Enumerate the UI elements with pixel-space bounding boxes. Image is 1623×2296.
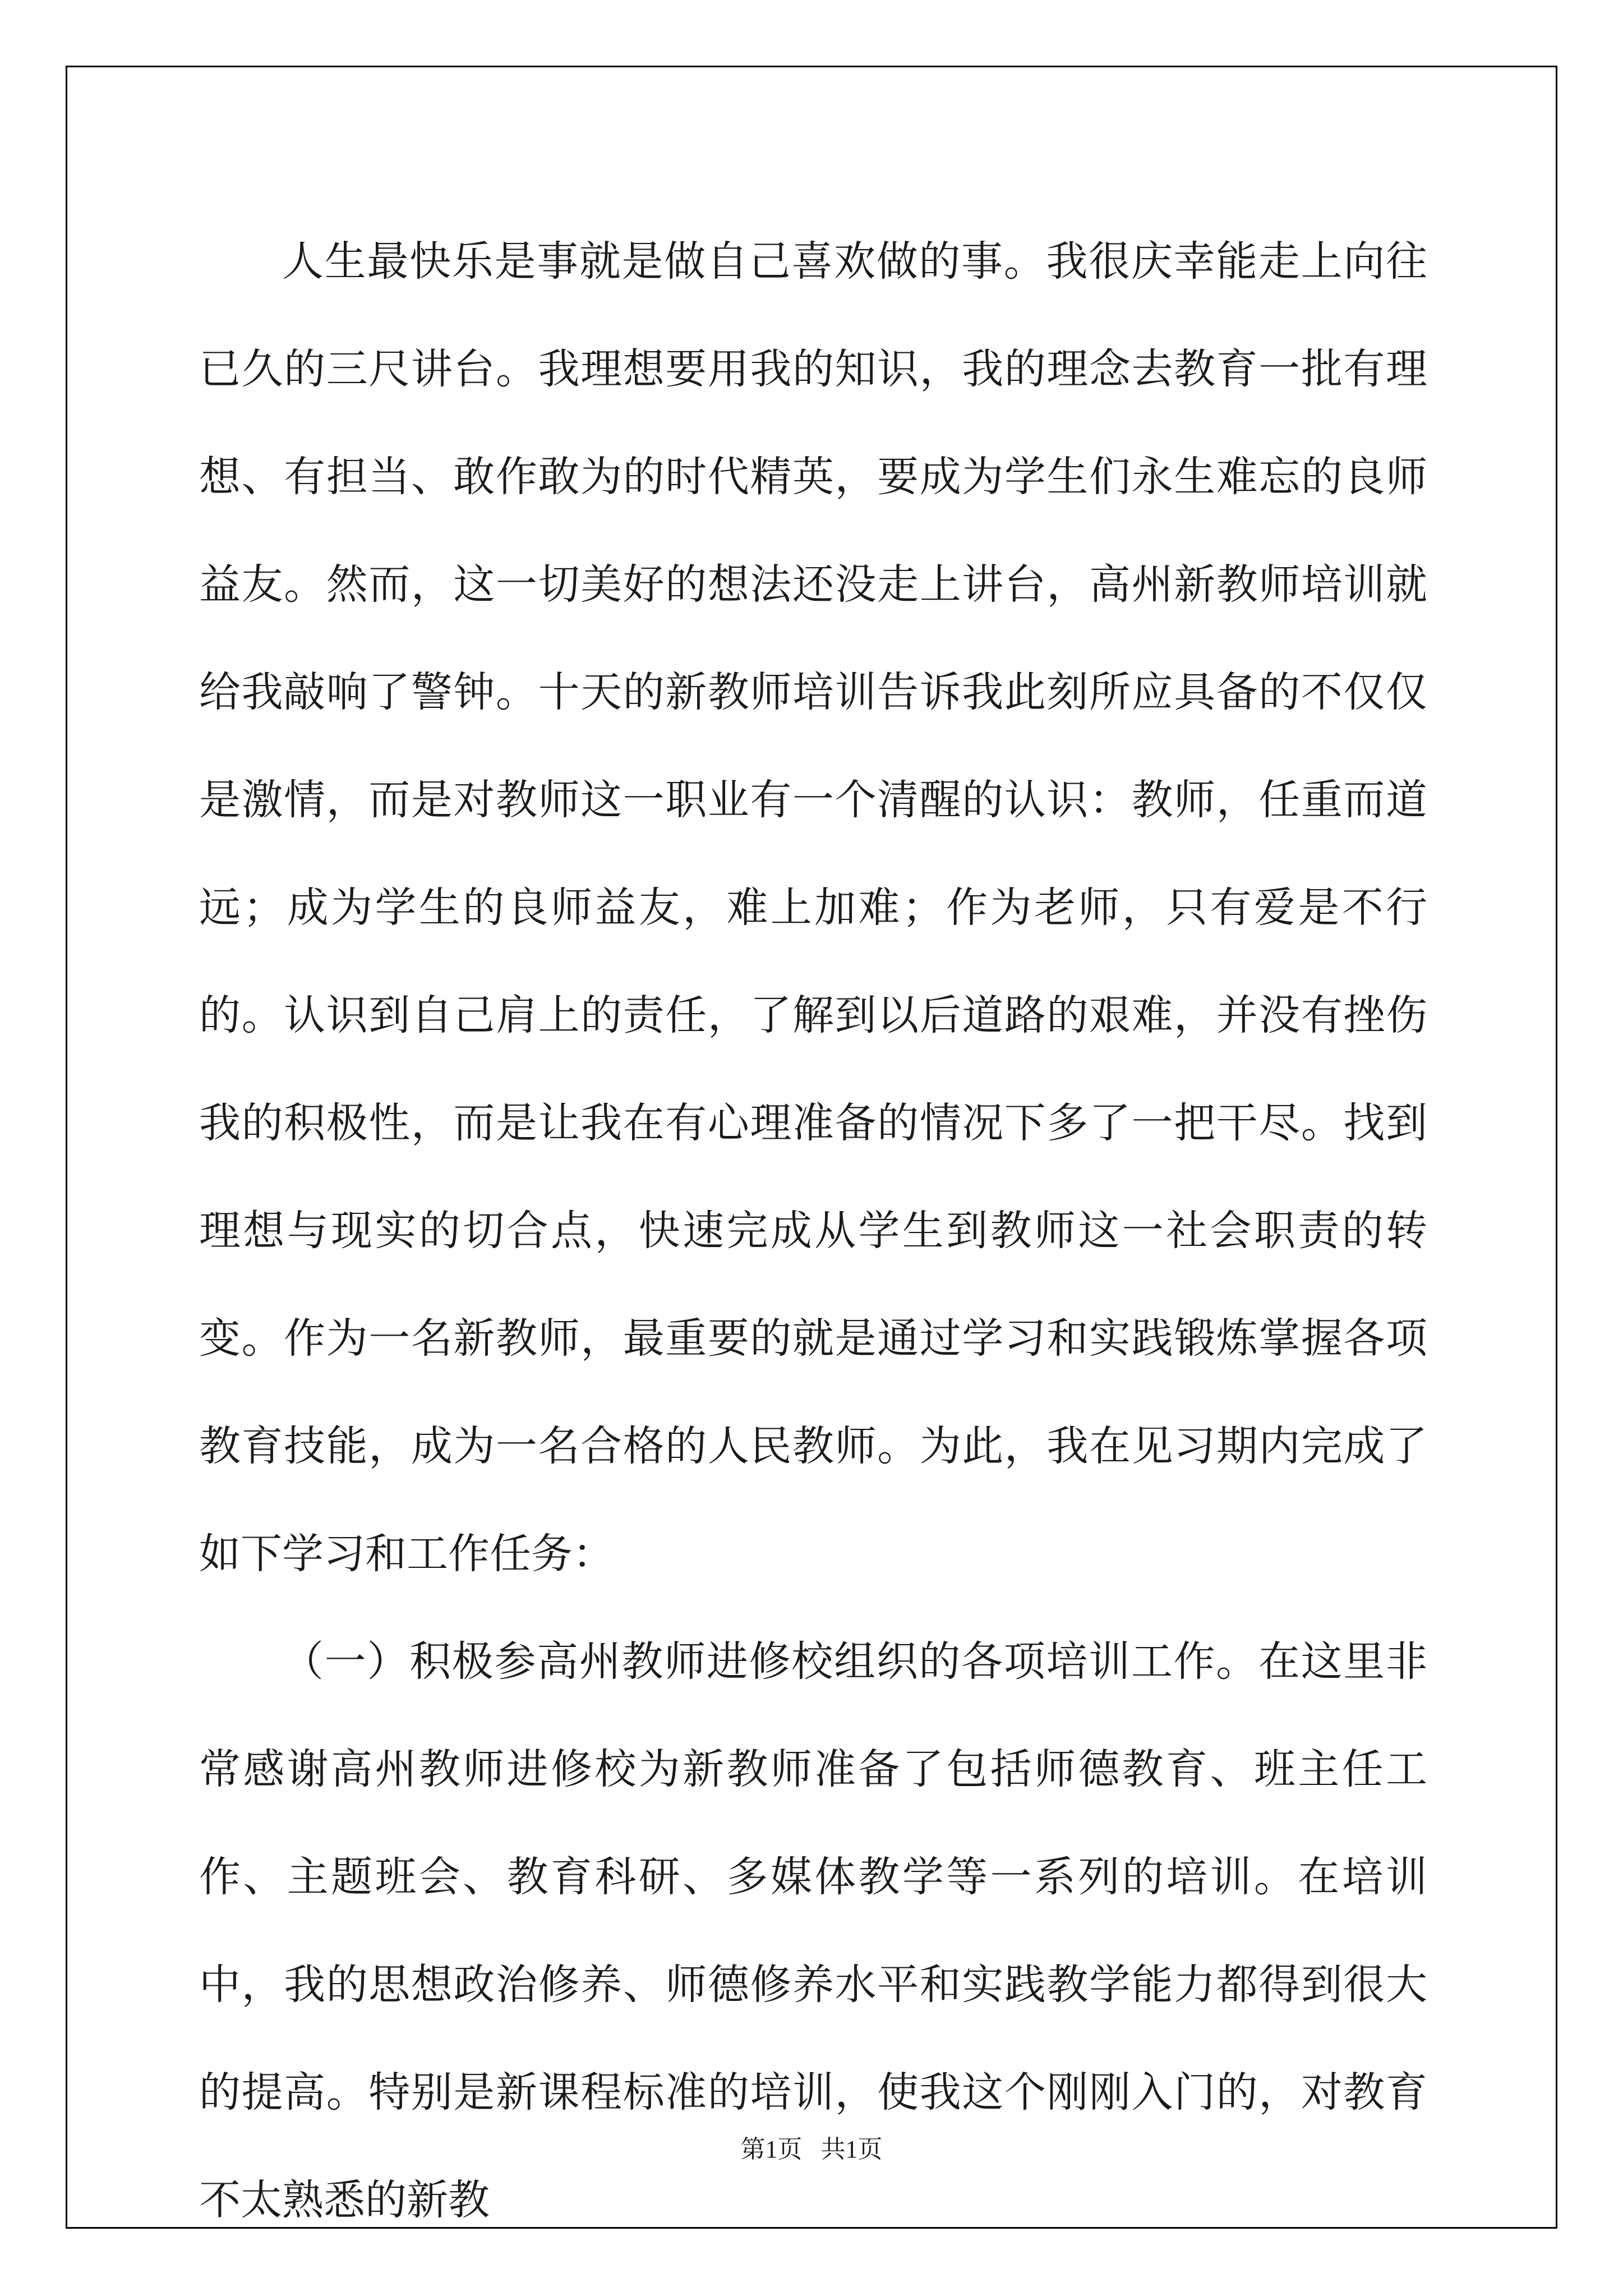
paragraph-intro: 人生最快乐是事就是做自己喜欢做的事。我很庆幸能走上向往已久的三尺讲台。我理想要用我的知识，我的理念去教育一批有理想、有担当、敢作敢为的时代精英，要成为学生们永生难忘的良师益友。然而，这一切美好的想法还没走上讲台，高州新教师培训就给我敲响了警钟。十天的新教师培训告诉我此刻所应具备的不仅仅是激情，而是对教师这一职业有一个清醒的认识：教师，任重而道远；成为学生的良师益友，难上加难；作为老师，只有爱是不行的。认识到自己肩上的责任，了解到以后道路的艰难，并没有挫伤我的积极性，而是让我在有心理准备的情况下多了一把干尽。找到理想与现实的切合点，快速完成从学生到教师这一社会职责的转变。作为一名新教师，最重要的就是通过学习和实践锻炼掌握各项教育技能，成为一名合格的人民教师。为此，我在见习期内完成了如下学习和工作任务： <box>199 237 1427 1578</box>
document-body <box>199 208 1427 2254</box>
page-number-footer: 第1页 共1页 <box>740 2136 883 2163</box>
paragraph-section-one: （一）积极参高州教师进修校组织的各项培训工作。在这里非常感谢高州教师进修校为新教师准备了包括师德教育、班主任工作、主题班会、教育科研、多媒体教学等一系列的培训。在培训中，我的思想政治修养、师德修养水平和实践教学能力都得到很大的提高。特别是新课程标准的培训，使我这个刚刚入门的，对教育不太熟悉的新教 <box>199 1637 1427 2224</box>
